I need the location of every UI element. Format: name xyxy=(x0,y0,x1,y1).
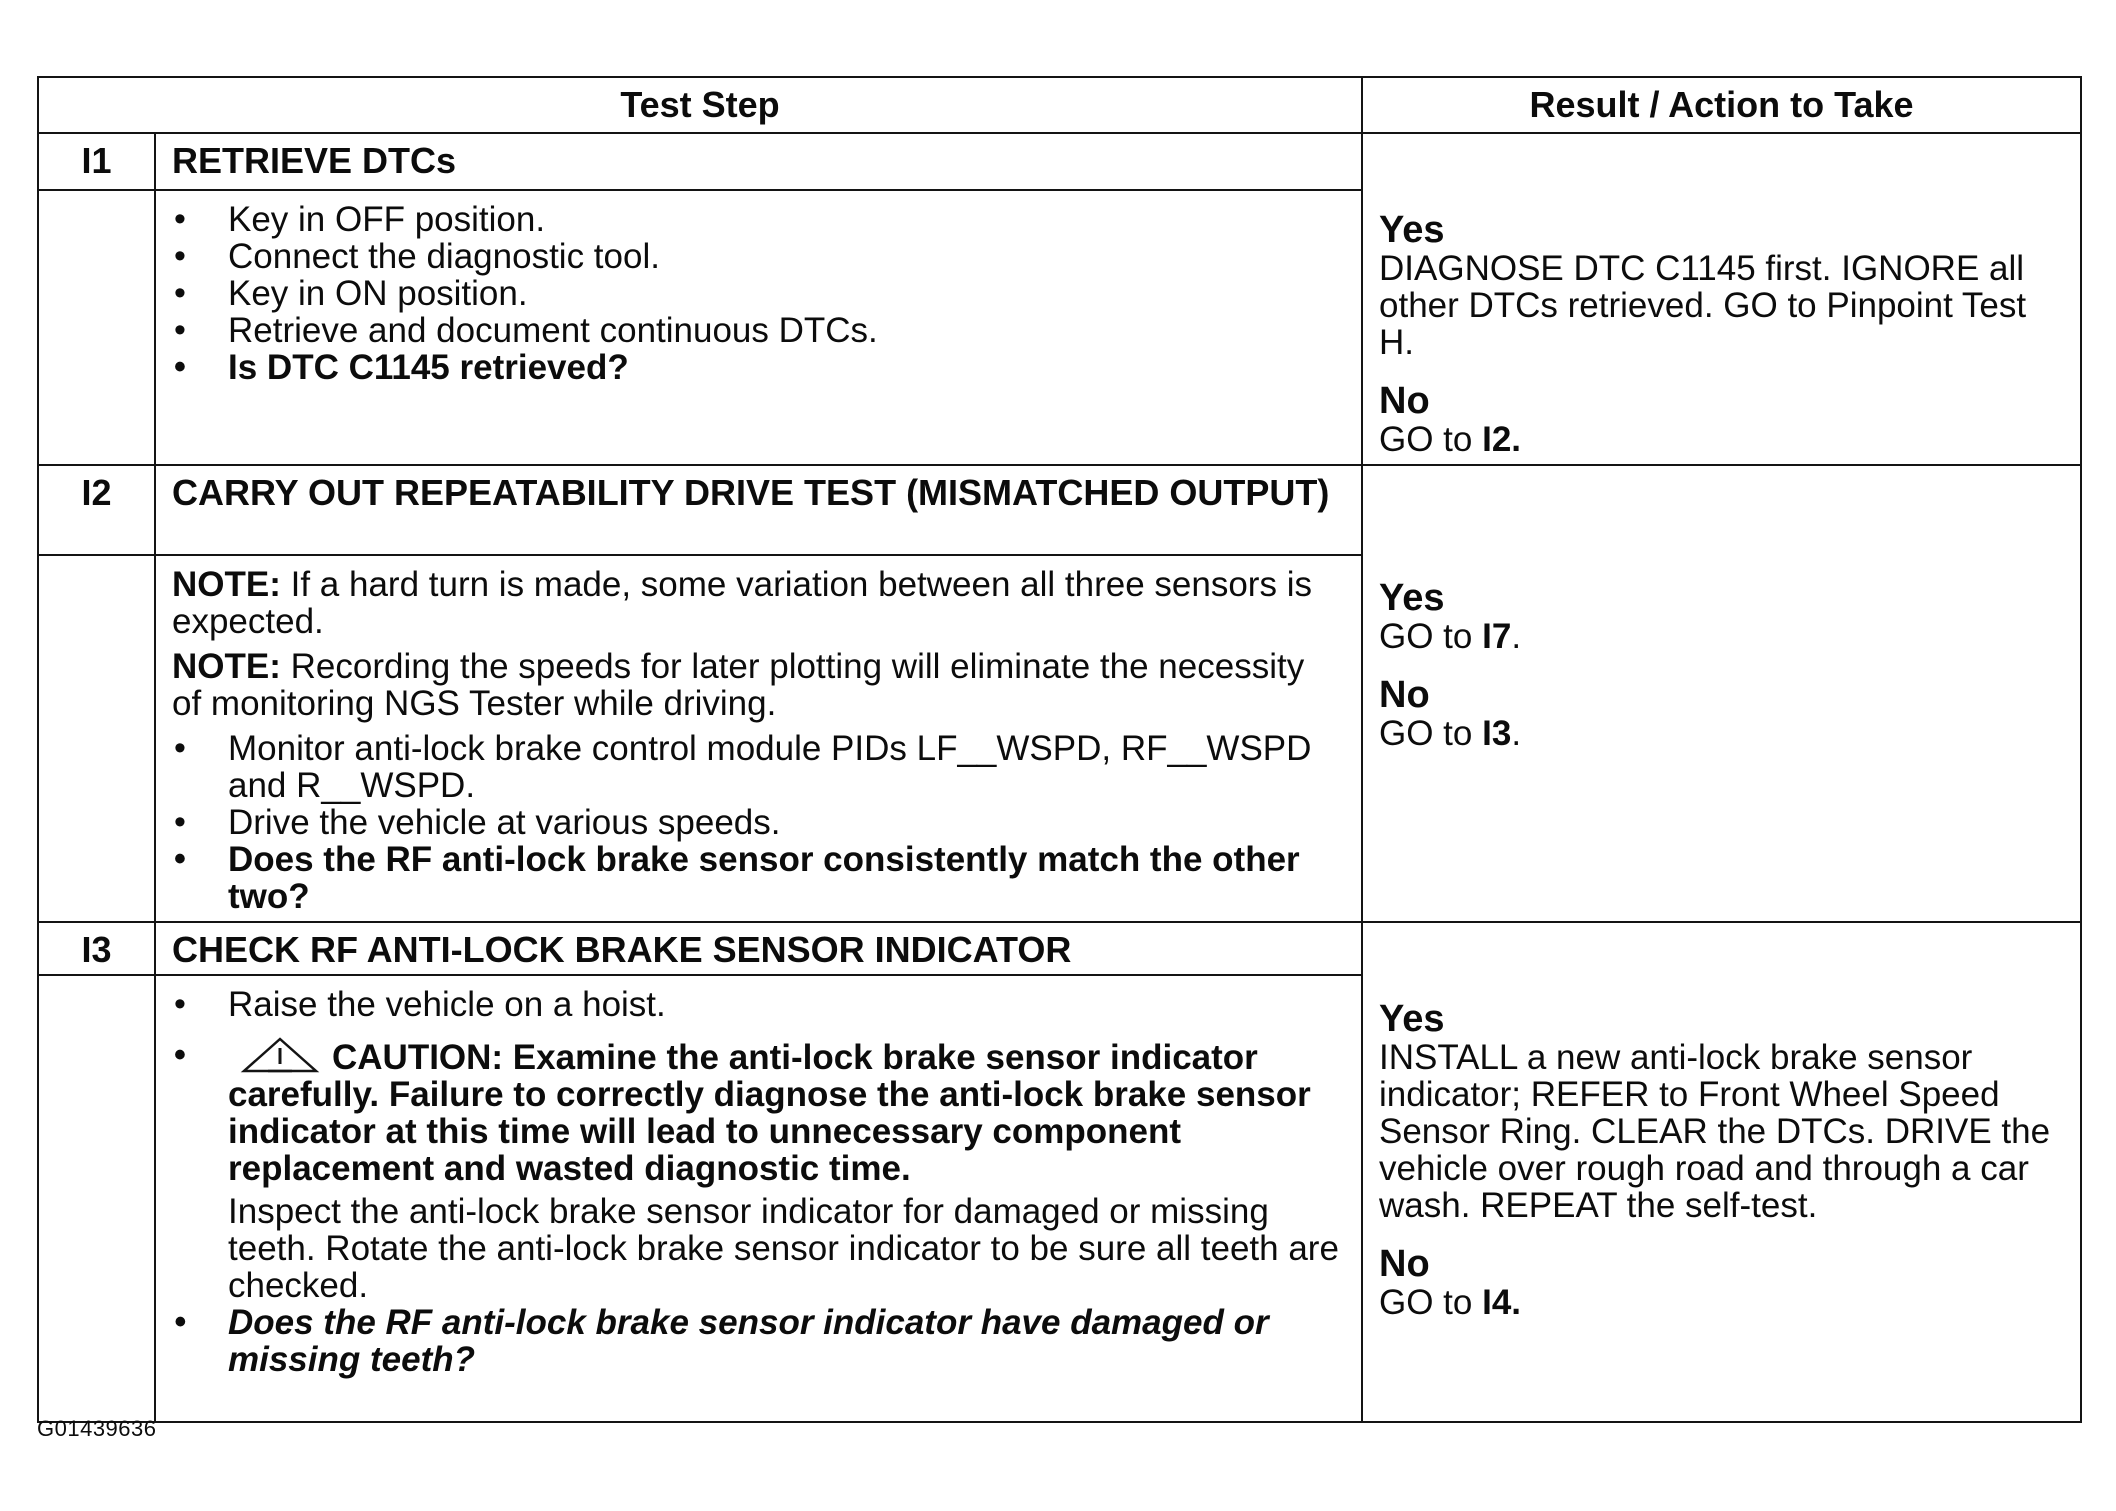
yes-action: DIAGNOSE DTC C1145 first. IGNORE all other DTCs retrieved. GO to Pinpoint Test H. xyxy=(1379,249,2027,362)
list-item: • Monitor anti-lock brake control module PIDs LF__WSPD, RF__WSPD and R__WSPD. xyxy=(172,730,1341,804)
no-label: No xyxy=(1379,380,1430,422)
step-bullets xyxy=(172,986,1341,1187)
step-question: • Does the RF anti-lock brake sensor indicator have damaged or missing teeth? xyxy=(172,1304,1341,1378)
step-i3-title-row xyxy=(38,922,2081,975)
inspect-instruction: Inspect the anti-lock brake sensor indicator for damaged or missing teeth. Rotate the anti-lock brake sensor indicator to be sure all teeth are checked. xyxy=(228,1192,1339,1305)
no-label: No xyxy=(1379,1243,1430,1285)
step-question: • Does the RF anti-lock brake sensor consistently match the other two? xyxy=(172,841,1341,915)
step-number-spacer xyxy=(38,975,155,1422)
list-item: • Drive the vehicle at various speeds. xyxy=(172,804,1341,841)
list-item: • Connect the diagnostic tool. xyxy=(172,238,1341,275)
pinpoint-test-table xyxy=(37,76,2082,1423)
step-i1-title-row xyxy=(38,133,2081,190)
step-i2-title-row xyxy=(38,465,2081,555)
step-bullets xyxy=(172,201,1341,386)
list-item: • Raise the vehicle on a hoist. xyxy=(172,986,1341,1023)
step-body xyxy=(155,190,1362,465)
no-label: No xyxy=(1379,674,1430,716)
step-number: I3 xyxy=(38,922,155,975)
warning-triangle-icon xyxy=(240,1037,320,1073)
note-paragraph: NOTE: If a hard turn is made, some variation between all three sensors is expected. xyxy=(172,565,1312,641)
list-item: • Key in ON position. xyxy=(172,275,1341,312)
caution-item xyxy=(172,1037,1341,1187)
step-number-spacer xyxy=(38,190,155,465)
figure-id: G01439636 xyxy=(37,1416,157,1441)
step-i3-result xyxy=(1362,922,2081,1422)
no-action: GO to I4. xyxy=(1379,1283,1522,1322)
yes-action: GO to I7. xyxy=(1379,617,1522,656)
step-number-spacer xyxy=(38,555,155,922)
list-item: • Key in OFF position. xyxy=(172,201,1341,238)
note-paragraph: NOTE: Recording the speeds for later plotting will eliminate the necessity of monitoring NGS Tester while driving. xyxy=(172,647,1305,723)
step-bullets xyxy=(172,730,1341,915)
yes-label: Yes xyxy=(1379,209,1445,251)
step-i1-result xyxy=(1362,133,2081,465)
step-bullets xyxy=(172,1304,1341,1378)
step-question: • Is DTC C1145 retrieved? xyxy=(172,349,1341,386)
result-action-header: Result / Action to Take xyxy=(1362,77,2081,133)
caution-text: CAUTION: Examine the anti-lock brake sensor indicator carefully. Failure to correctly diagnose the anti-lock brake sensor indicator at this time will lead to unnecessary component replacement and wasted diagnostic time. xyxy=(228,1038,1311,1188)
step-body xyxy=(155,555,1362,922)
yes-action: INSTALL a new anti-lock brake sensor indicator; REFER to Front Wheel Speed Sensor Ring. CLEAR the DTCs. DRIVE the vehicle over rough road and through a car wash. REPEAT the self-test. xyxy=(1379,1038,2051,1225)
step-title: RETRIEVE DTCs xyxy=(155,133,1362,190)
step-title: CARRY OUT REPEATABILITY DRIVE TEST (MISMATCHED OUTPUT) xyxy=(155,465,1362,555)
step-title: CHECK RF ANTI-LOCK BRAKE SENSOR INDICATOR xyxy=(155,922,1362,975)
table-header-row xyxy=(38,77,2081,133)
yes-label: Yes xyxy=(1379,577,1445,619)
no-action: GO to I2. xyxy=(1379,420,1522,459)
step-body xyxy=(155,975,1362,1422)
yes-label: Yes xyxy=(1379,998,1445,1040)
step-i2-result xyxy=(1362,465,2081,922)
step-number: I2 xyxy=(38,465,155,555)
test-step-header: Test Step xyxy=(38,77,1362,133)
no-action: GO to I3. xyxy=(1379,714,1522,753)
step-number: I1 xyxy=(38,133,155,190)
list-item: • Retrieve and document continuous DTCs. xyxy=(172,312,1341,349)
